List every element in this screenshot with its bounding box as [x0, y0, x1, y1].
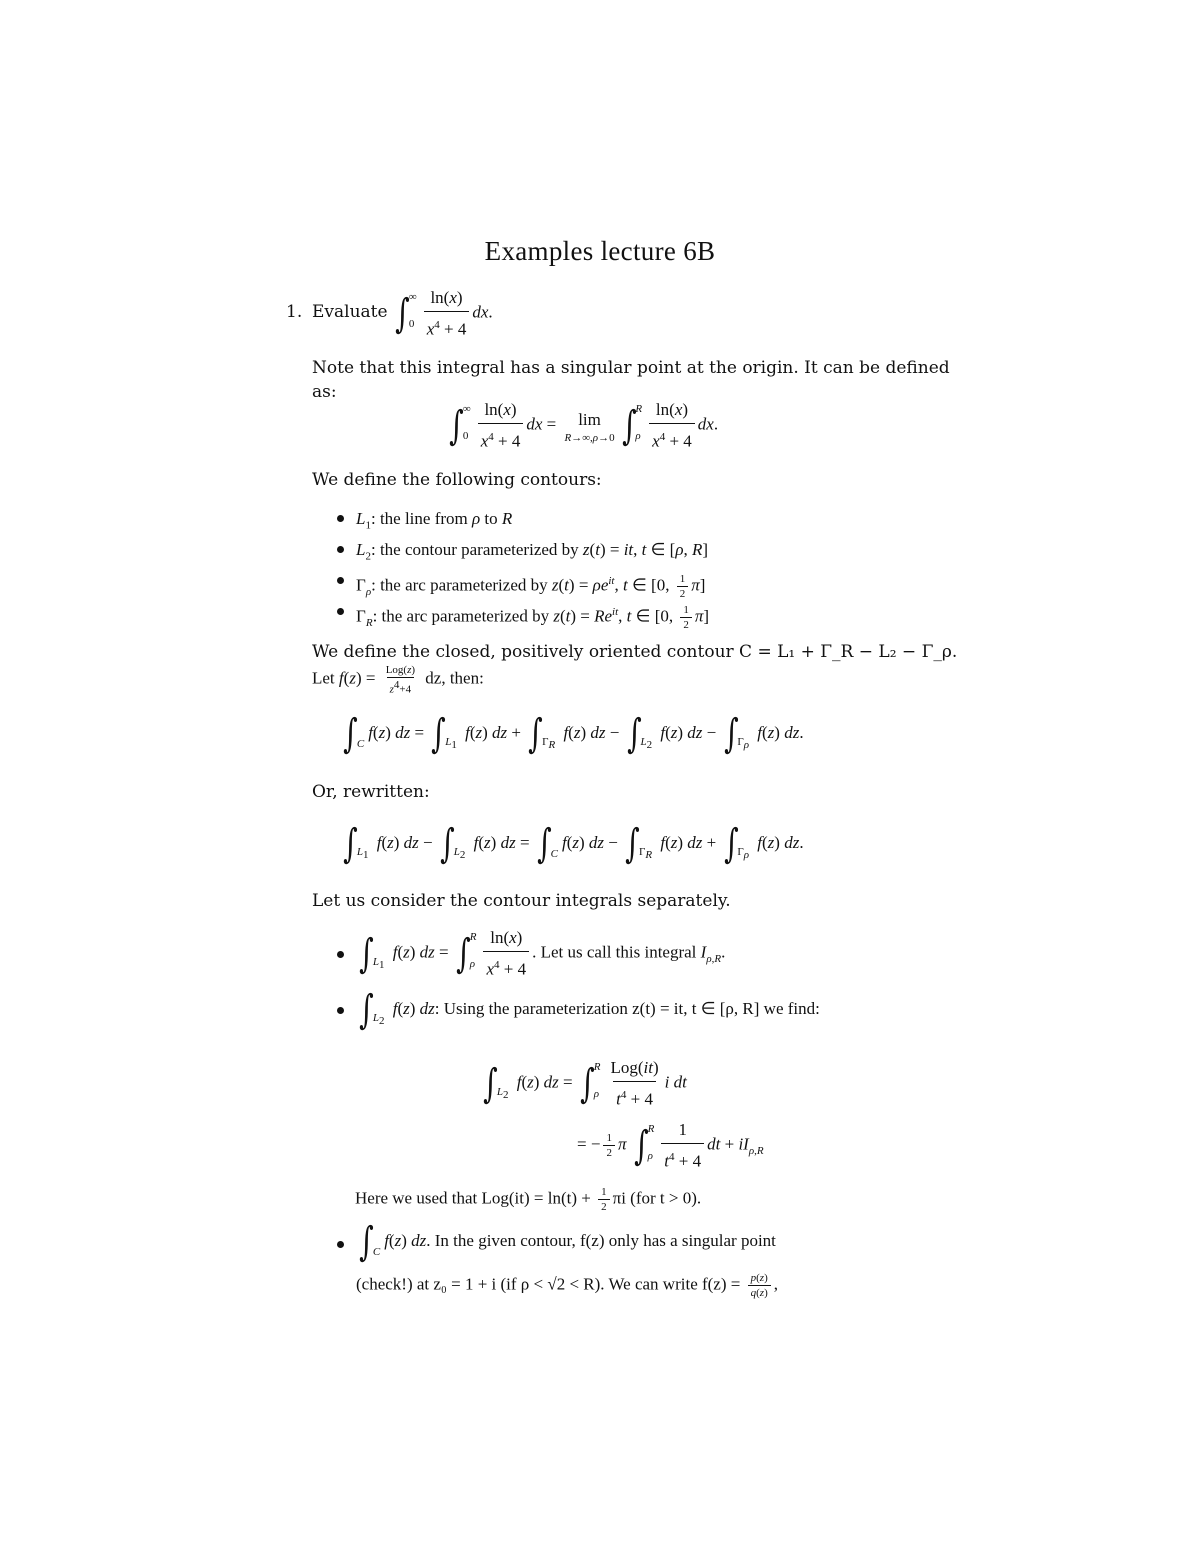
here-used-tail: πi (for t > 0).: [612, 1188, 702, 1208]
bullet-icon: [337, 515, 344, 522]
bullet-icon: [337, 546, 344, 553]
l2-derivation-line-1: ∫ $L_2$ f(z) dz = ∫ R ρ $\frac{\text{Log(it)}}{t^4 + 4}$ i dt: [480, 1056, 687, 1112]
contour-item-gamma-rho: $\Gamma_\rho$: the arc parameterized by $z(t) = \rho e^{it}$, t ∈ [0, $\frac{1}{2}$ π]: [356, 573, 706, 601]
definition-equation: ∫ ∞ 0 $\frac{\ln(x)}{x^4 + 4}$ dx = lim R→∞,ρ→0 ∫ R ρ $\frac{\ln(x)}{x^4 + 4}$ dx.: [446, 398, 718, 454]
using-param-text: : Using the parameterization z(t) = it, t ∈ [ρ, R] we find:: [434, 998, 820, 1018]
l1-integral-bullet: ∫ $L_1$ f(z) dz = ∫ R ρ $\frac{\ln(x)}{x^4 + 4}$ . Let us call this integral $I_{\rho,R}$.: [356, 926, 725, 982]
let-f-line: Let f(z) = $\frac{\text{Log(z)}}{z^4+4}$ dz, then:: [312, 664, 484, 696]
contour-item-l2: $L_2$: the contour parameterized by z(t) = it, t ∈ [ρ, R]: [356, 540, 709, 563]
contour-sum-equation: ∫ C f(z) dz = ∫ $L_1$ f(z) dz + ∫ $\Gamma_R$ f(z) dz − ∫ $L_2$ f(z) dz − ∫ $\Gamma_\rho$ f(z) dz.: [343, 711, 804, 757]
closed-contour-line: We define the closed, positively oriented contour C = L₁ + Γ_R − L₂ − Γ_ρ.: [312, 642, 958, 662]
here-used-text: Here we used that Log(it) = ln(t) +: [355, 1188, 591, 1208]
problem-integral: ∫ ∞ 0 $\frac{\ln(x)}{x^4 + 4}$ dx.: [392, 286, 493, 342]
bullet-icon: [337, 951, 344, 958]
rewritten-equation: ∫ $L_1$ f(z) dz − ∫ $L_2$ f(z) dz = ∫ C f(z) dz − ∫ $\Gamma_R$ f(z) dz + ∫ $\Gamma_\rho$ f(z) dz.: [343, 821, 804, 867]
consider-separately-text: Let us consider the contour integrals separately.: [312, 891, 731, 911]
contour-item-gamma-r: $\Gamma_R$: the arc parameterized by $z(t) = Re^{it}$, t ∈ [0, $\frac{1}{2}$ π]: [356, 604, 710, 632]
c-integral-bullet: ∫ C f(z) dz. In the given contour, f(z) only has a singular point: [359, 1219, 776, 1265]
problem-number: 1.: [286, 302, 303, 322]
bullet-icon: [337, 1241, 344, 1248]
contour-item-l1: $L_1$: the line from ρ to R: [356, 509, 513, 532]
let-f-prefix: Let: [312, 668, 335, 688]
last-bullet-line-2-wrap: (check!) at z₀ = 1 + i (if ρ < √2 < R). We can write f(z) = $\frac{p(z)}{q(z)}$ ,: [356, 1272, 778, 1299]
evaluate-label: Evaluate: [312, 302, 388, 322]
last-bullet-line-2: (check!) at z₀ = 1 + i (if ρ < √2 < R). We can write f(z) =: [356, 1274, 741, 1294]
define-contours-text: We define the following contours:: [312, 470, 602, 490]
let-f-suffix: dz, then:: [425, 668, 484, 688]
l2-derivation-line-2: = − $\frac{1}{2}$ π ∫ R ρ $\frac{1}{t^4 + 4}$ dt + $iI_{\rho,R}$: [577, 1118, 764, 1174]
here-used-line: Here we used that Log(it) = ln(t) + $\frac{1}{2}$ πi (for t > 0).: [355, 1186, 702, 1213]
or-rewritten-text: Or, rewritten:: [312, 782, 430, 802]
bullet-icon: [337, 608, 344, 615]
note-line-2: as:: [312, 382, 337, 402]
last-bullet-line-1: . In the given contour, f(z) only has a singular point: [426, 1230, 776, 1250]
note-line-1: Note that this integral has a singular point at the origin. It can be defined: [312, 358, 950, 378]
call-integral-text: . Let us call this integral: [532, 942, 697, 962]
bullet-icon: [337, 577, 344, 584]
bullet-icon: [337, 1007, 344, 1014]
page-title: Examples lecture 6B: [484, 236, 716, 266]
l2-integral-bullet: ∫ $L_2$ f(z) dz: Using the parameterization z(t) = it, t ∈ [ρ, R] we find:: [359, 987, 820, 1033]
